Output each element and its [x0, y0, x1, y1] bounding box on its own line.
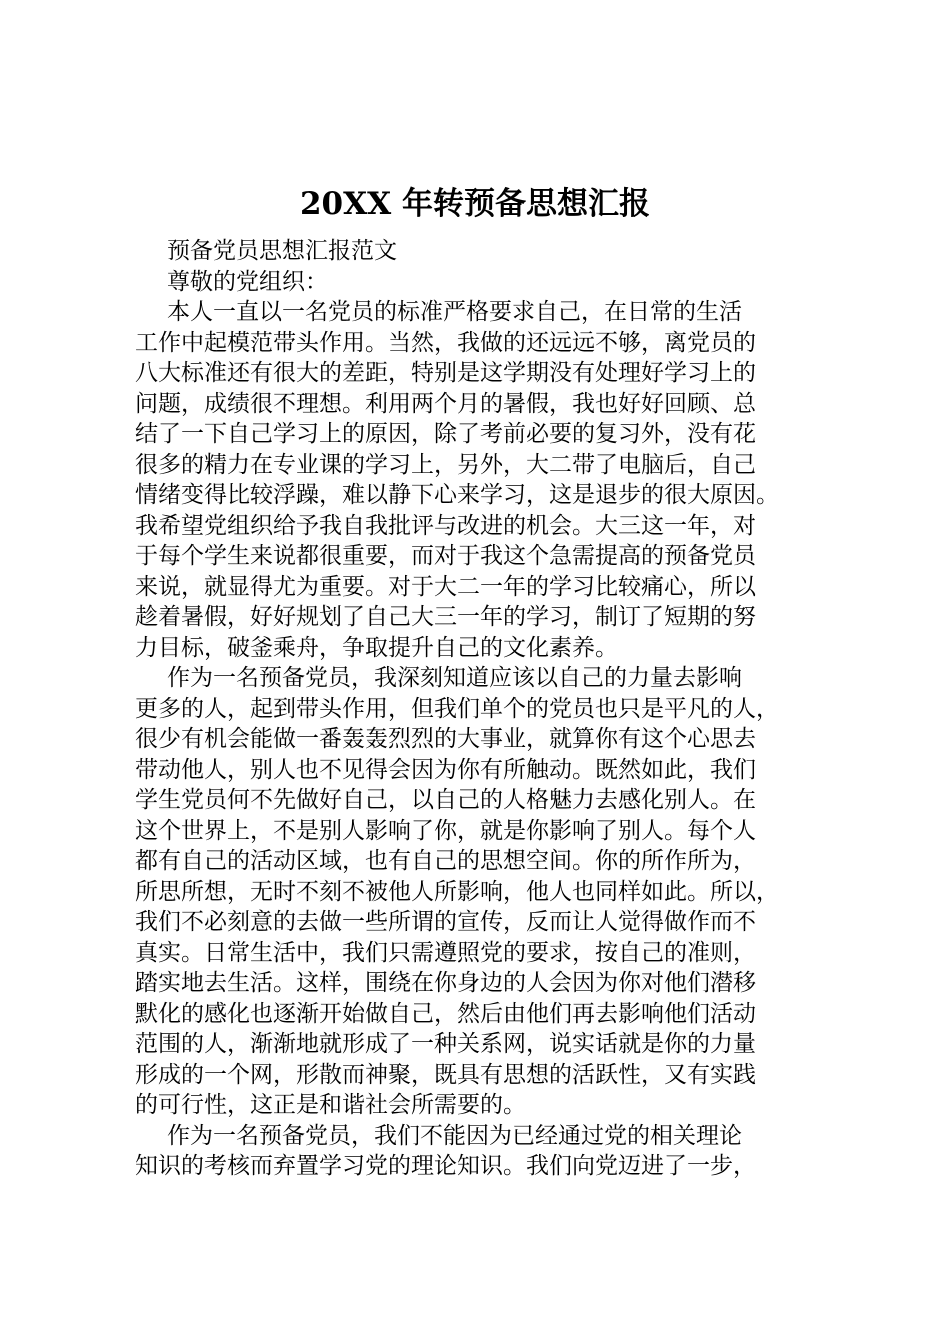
text-line: 踏实地去生活。这样，围绕在你身边的人会因为你对他们潜移 — [135, 970, 756, 996]
text-line: 带动他人，别人也不见得会因为你有所触动。既然如此，我们 — [135, 756, 756, 783]
text-line: 情绪变得比较浮躁，难以静下心来学习，这是退步的很大原因。 — [135, 482, 779, 508]
text-line: 知识的考核而弃置学习党的理论知识。我们向党迈进了一步， — [135, 1153, 756, 1179]
text-line: 我希望党组织给予我自我批评与改进的机会。大三这一年，对 — [135, 512, 756, 539]
document-title: 20XX 年转预备思想汇报 — [299, 186, 651, 222]
text-line: 本人一直以一名党员的标准严格要求自己，在日常的生活 — [167, 299, 742, 325]
text-line: 范围的人，渐渐地就形成了一种关系网，说实话就是你的力量 — [135, 1031, 756, 1057]
text-line: 这个世界上，不是别人影响了你，就是你影响了别人。每个人 — [135, 817, 756, 844]
text-line: 的可行性，这正是和谐社会所需要的。 — [135, 1092, 526, 1118]
text-line: 很少有机会能做一番轰轰烈烈的大事业，就算你有这个心思去 — [135, 726, 756, 752]
text-line: 默化的感化也逐渐开始做自己，然后由他们再去影响他们活动 — [135, 1000, 756, 1027]
text-line: 于每个学生来说都很重要，而对于我这个急需提高的预备党员 — [135, 543, 756, 569]
text-line: 都有自己的活动区域，也有自己的思想空间。你的所作所为， — [135, 848, 756, 874]
text-line: 八大标准还有很大的差距，特别是这学期没有处理好学习上的 — [135, 360, 756, 386]
text-line: 形成的一个网，形散而神聚，既具有思想的活跃性，又有实践 — [135, 1061, 756, 1088]
text-line: 更多的人，起到带头作用，但我们单个的党员也只是平凡的人， — [135, 695, 779, 722]
text-line: 很多的精力在专业课的学习上，另外，大二带了电脑后，自己 — [135, 451, 756, 478]
document-body — [135, 236, 855, 1182]
text-line: 尊敬的党组织： — [167, 268, 328, 295]
text-line: 预备党员思想汇报范文 — [167, 238, 397, 264]
text-line: 工作中起模范带头作用。当然，我做的还远远不够，离党员的 — [135, 329, 756, 356]
text-line: 来说，就显得尤为重要。对于大二一年的学习比较痛心，所以 — [135, 573, 756, 600]
text-line: 作为一名预备党员，我们不能因为已经通过党的相关理论 — [167, 1122, 742, 1149]
text-line: 作为一名预备党员，我深刻知道应该以自己的力量去影响 — [167, 665, 742, 691]
text-line: 问题，成绩很不理想。利用两个月的暑假，我也好好回顾、总 — [135, 390, 756, 417]
text-line: 我们不必刻意的去做一些所谓的宣传，反而让人觉得做作而不 — [135, 909, 756, 935]
text-line: 所思所想，无时不刻不被他人所影响，他人也同样如此。所以， — [135, 878, 779, 905]
text-line: 结了一下自己学习上的原因，除了考前必要的复习外，没有花 — [135, 421, 756, 447]
text-line: 趁着暑假，好好规划了自己大三一年的学习，制订了短期的努 — [135, 604, 756, 630]
text-line: 学生党员何不先做好自己，以自己的人格魅力去感化别人。在 — [135, 787, 756, 813]
text-line: 真实。日常生活中，我们只需遵照党的要求，按自己的准则， — [135, 939, 756, 966]
text-line: 力目标，破釜乘舟，争取提升自己的文化素养。 — [135, 634, 618, 661]
